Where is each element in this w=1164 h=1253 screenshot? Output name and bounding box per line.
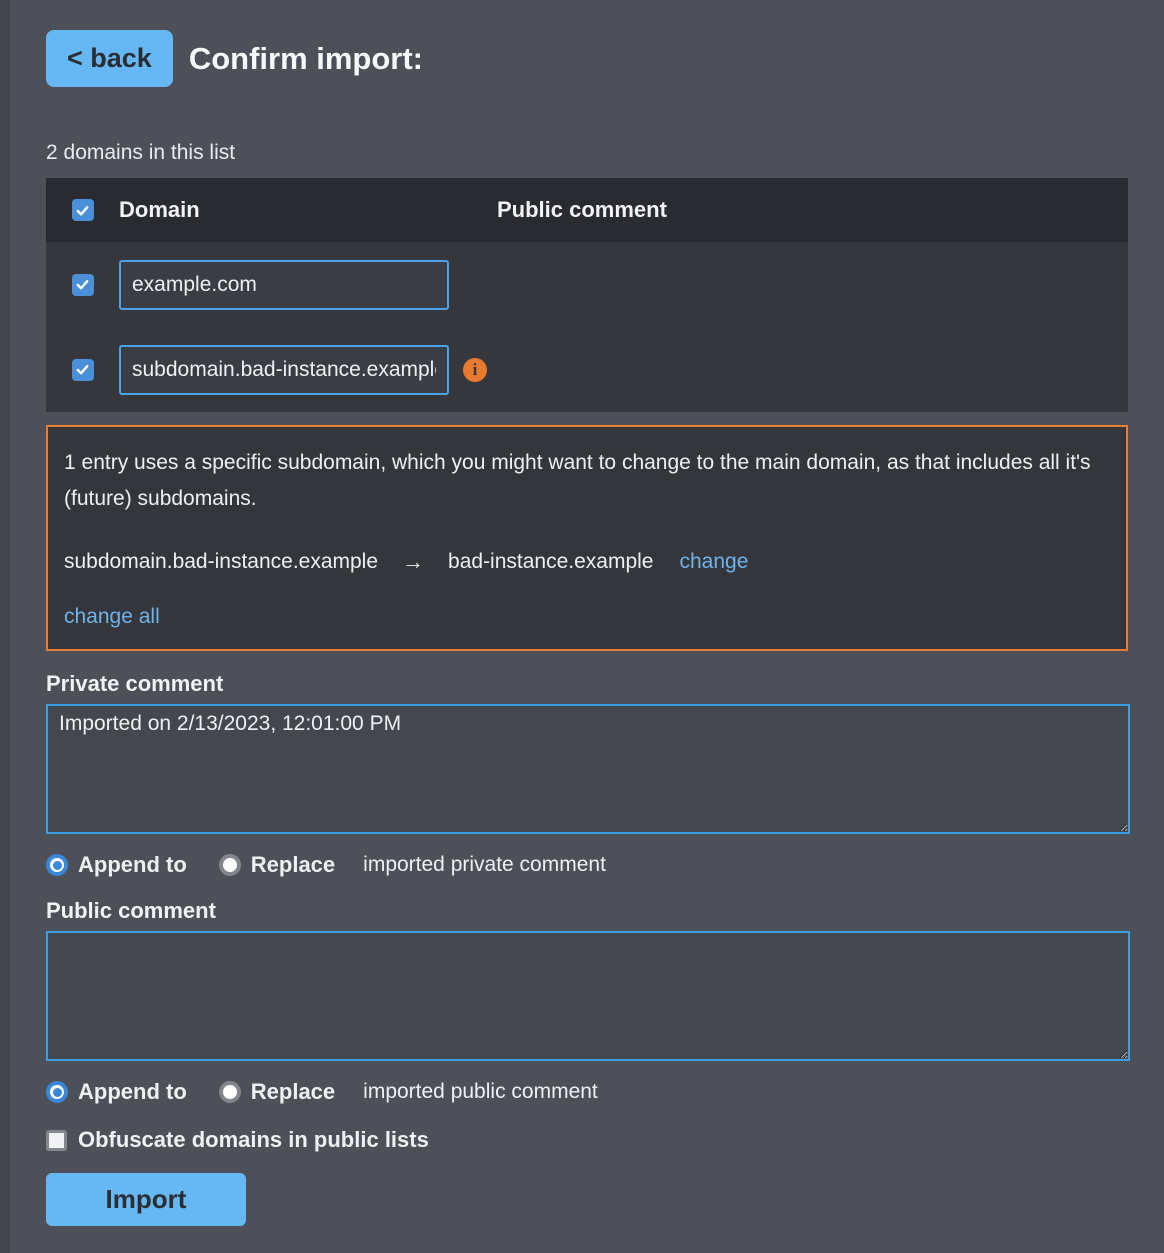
change-all-link[interactable]: change all	[64, 605, 160, 629]
private-comment-label: Private comment	[46, 671, 224, 697]
column-header-domain: Domain	[119, 197, 200, 222]
check-icon	[75, 277, 90, 292]
public-mode-suffix: imported public comment	[363, 1080, 598, 1104]
public-comment-mode-row	[46, 1079, 1128, 1105]
domain-count-text: 2 domains in this list	[46, 141, 236, 164]
public-comment-textarea[interactable]	[46, 931, 1130, 1061]
info-icon[interactable]: i	[463, 358, 487, 382]
replace-public-radio[interactable]	[219, 1081, 241, 1103]
replace-private-label[interactable]: Replace	[250, 852, 336, 878]
replacement-from: subdomain.bad-instance.example	[64, 550, 379, 574]
domain-replacement-row	[64, 549, 1110, 575]
obfuscate-row	[46, 1127, 1128, 1153]
arrow-right-icon: →	[402, 549, 425, 575]
append-private-label[interactable]: Append to	[78, 852, 187, 878]
page-title: Confirm import:	[188, 40, 424, 76]
table-row	[46, 327, 1128, 412]
public-comment-label: Public comment	[46, 898, 216, 924]
replacement-to: bad-instance.example	[448, 550, 654, 574]
private-comment-textarea[interactable]	[46, 704, 1130, 834]
select-all-checkbox[interactable]	[72, 199, 94, 221]
import-button[interactable]: Import	[46, 1173, 246, 1226]
table-header-row	[46, 178, 1128, 242]
append-public-label[interactable]: Append to	[78, 1079, 187, 1105]
domain-table	[46, 178, 1128, 412]
check-icon	[75, 362, 90, 377]
warning-message: 1 entry uses a specific subdomain, which you might want to change to the main domain, as that includes all it's (future) subdomains.	[64, 451, 1091, 511]
domain-input[interactable]	[119, 345, 449, 395]
table-row	[46, 242, 1128, 327]
column-header-public-comment: Public comment	[497, 197, 667, 222]
replace-private-radio[interactable]	[219, 854, 241, 876]
back-button[interactable]: < back	[46, 30, 173, 87]
page-header	[46, 30, 1128, 87]
check-icon	[75, 203, 90, 218]
row-checkbox[interactable]	[72, 359, 94, 381]
domain-input[interactable]	[119, 260, 449, 310]
private-comment-mode-row	[46, 852, 1128, 878]
append-public-radio[interactable]	[46, 1081, 68, 1103]
row-checkbox[interactable]	[72, 274, 94, 296]
obfuscate-label[interactable]: Obfuscate domains in public lists	[78, 1127, 429, 1153]
subdomain-warning-box	[46, 425, 1128, 651]
obfuscate-checkbox[interactable]	[46, 1130, 67, 1151]
change-link[interactable]: change	[679, 550, 749, 574]
replace-public-label[interactable]: Replace	[250, 1079, 336, 1105]
append-private-radio[interactable]	[46, 854, 68, 876]
private-mode-suffix: imported private comment	[363, 853, 606, 877]
